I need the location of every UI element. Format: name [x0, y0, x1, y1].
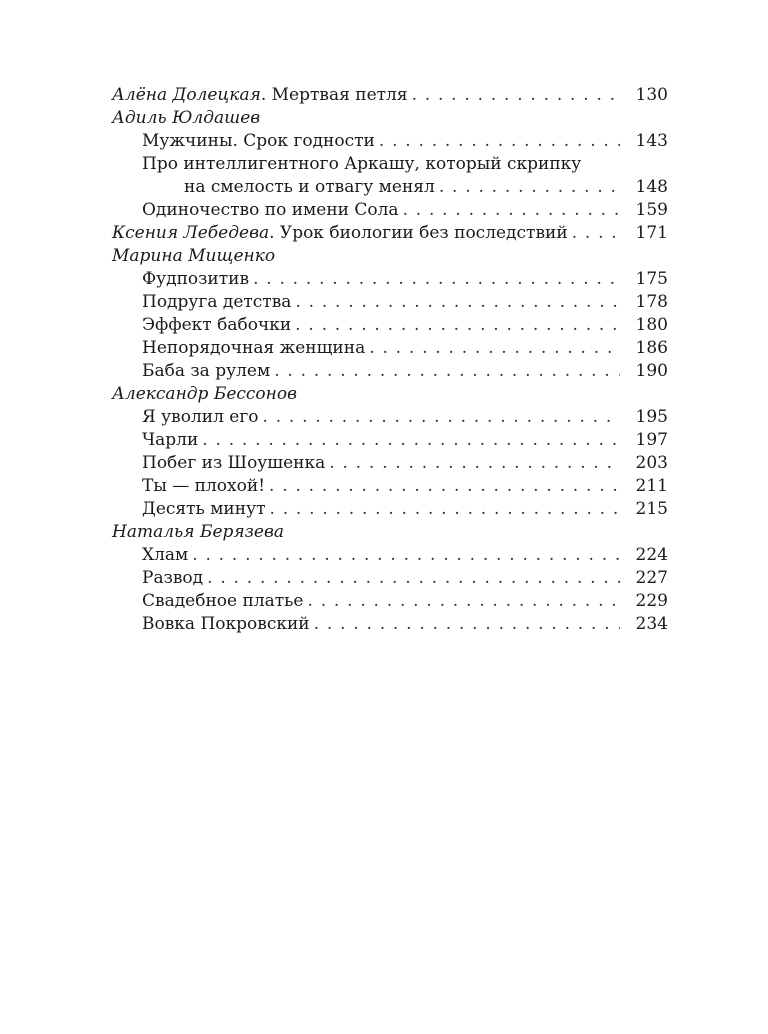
story-title: Эффект бабочки — [142, 315, 292, 335]
dot-leader — [269, 475, 620, 498]
author-heading — [112, 107, 668, 130]
author-separator: . — [260, 85, 267, 105]
dot-leader — [308, 590, 621, 613]
story-title: Мертвая петля — [266, 85, 408, 105]
toc-entry — [112, 567, 668, 590]
page-number: 203 — [635, 453, 668, 473]
toc-entry — [112, 130, 668, 153]
author-heading — [112, 245, 668, 268]
author-heading — [112, 521, 668, 544]
page-number: 159 — [635, 200, 668, 220]
author-name: Наталья Берязева — [112, 522, 285, 542]
story-title: Десять минут — [142, 499, 266, 519]
story-title-line2: на смелость и отвагу менял — [184, 177, 435, 197]
page-number: 178 — [635, 292, 668, 312]
author-name: Александр Бессонов — [112, 384, 297, 404]
story-title: Подруга детства — [142, 292, 292, 312]
table-of-contents — [112, 84, 668, 636]
toc-entry-title — [112, 222, 568, 245]
author-name: Алёна Долецкая — [112, 85, 261, 105]
page-number: 148 — [635, 177, 668, 197]
page-number: 227 — [635, 568, 668, 588]
story-title: Одиночество по имени Сола — [142, 200, 399, 220]
page-number: 211 — [635, 476, 668, 496]
toc-entry — [112, 314, 668, 337]
toc-entry — [112, 613, 668, 636]
story-title: Хлам — [142, 545, 189, 565]
page-number: 229 — [635, 591, 668, 611]
toc-entry-line1 — [112, 153, 668, 176]
page-number: 180 — [635, 315, 668, 335]
page-number: 234 — [635, 614, 668, 634]
dot-leader — [439, 176, 620, 199]
story-title: Фудпозитив — [142, 269, 250, 289]
dot-leader — [572, 222, 620, 245]
story-title: Непорядочная женщина — [142, 338, 366, 358]
toc-entry — [112, 452, 668, 475]
dot-leader — [202, 429, 620, 452]
dot-leader — [295, 291, 620, 314]
page-number: 190 — [635, 361, 668, 381]
story-title: Вовка Покровский — [142, 614, 310, 634]
story-title: Баба за рулем — [142, 361, 271, 381]
author-name: Марина Мищенко — [112, 246, 276, 266]
toc-entry — [112, 360, 668, 383]
page-number: 171 — [635, 223, 668, 243]
page-number: 143 — [635, 131, 668, 151]
story-title: Развод — [142, 568, 204, 588]
dot-leader — [253, 268, 620, 291]
story-title: Чарли — [142, 430, 199, 450]
toc-entry — [112, 590, 668, 613]
dot-leader — [262, 406, 620, 429]
toc-entry — [112, 544, 668, 567]
story-title: Мужчины. Срок годности — [142, 131, 375, 151]
author-separator: . — [269, 223, 275, 243]
story-title: Свадебное платье — [142, 591, 304, 611]
toc-entry — [112, 84, 668, 107]
story-title-line1: Про интеллигентного Аркашу, который скрипку — [142, 154, 582, 174]
story-title: Урок биологии без последствий — [274, 223, 568, 243]
author-name: Ксения Лебедева — [112, 223, 270, 243]
story-title: Я уволил его — [142, 407, 259, 427]
dot-leader — [274, 360, 620, 383]
author-name: Адиль Юлдашев — [112, 108, 261, 128]
dot-leader — [329, 452, 620, 475]
toc-entry — [112, 291, 668, 314]
toc-entry — [112, 429, 668, 452]
dot-leader — [369, 337, 620, 360]
page-number: 195 — [635, 407, 668, 427]
toc-entry — [112, 268, 668, 291]
toc-entry-title — [112, 84, 408, 107]
story-title: Ты — плохой! — [142, 476, 266, 496]
dot-leader — [403, 199, 620, 222]
page-number: 224 — [635, 545, 668, 565]
toc-entry — [112, 199, 668, 222]
dot-leader — [192, 544, 620, 567]
page-number: 197 — [635, 430, 668, 450]
page-number: 186 — [635, 338, 668, 358]
page-number: 175 — [635, 269, 668, 289]
author-heading — [112, 383, 668, 406]
dot-leader — [295, 314, 620, 337]
dot-leader — [379, 130, 620, 153]
dot-leader — [207, 567, 620, 590]
toc-entry — [112, 337, 668, 360]
page-number: 215 — [635, 499, 668, 519]
story-title: Побег из Шоушенка — [142, 453, 326, 473]
toc-entry — [112, 498, 668, 521]
page-number: 130 — [635, 85, 668, 105]
toc-entry — [112, 406, 668, 429]
dot-leader — [412, 84, 620, 107]
toc-entry-line2 — [112, 176, 668, 199]
dot-leader — [314, 613, 620, 636]
toc-entry — [112, 222, 668, 245]
dot-leader — [269, 498, 620, 521]
toc-entry — [112, 475, 668, 498]
